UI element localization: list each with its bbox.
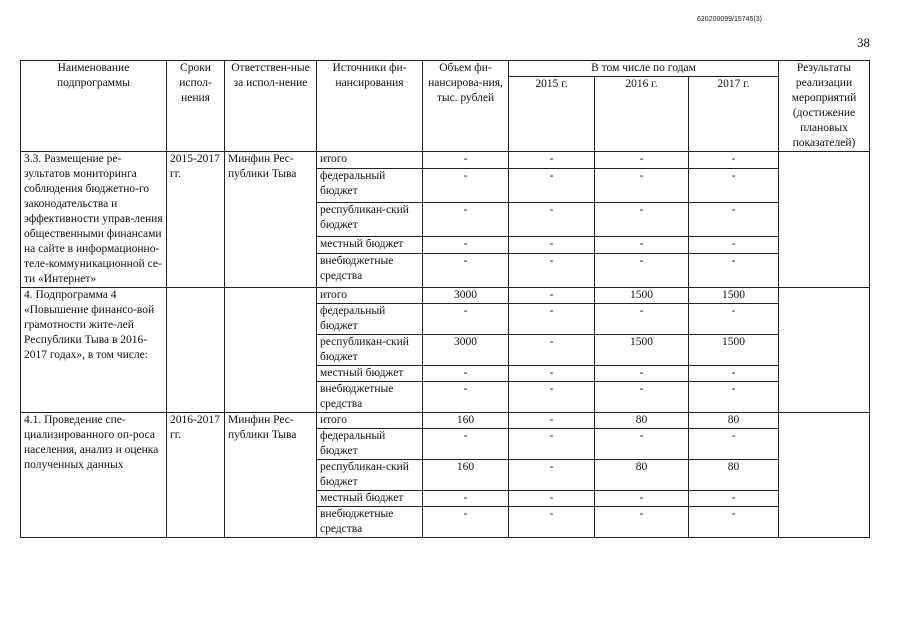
funding-2015: -: [509, 429, 595, 460]
responsible-party: Минфин Рес-публики Тыва: [225, 413, 317, 538]
header-by-year: В том числе по годам: [509, 61, 779, 77]
funding-source: итого: [317, 288, 423, 304]
funding-2015: -: [509, 288, 595, 304]
funding-volume: -: [423, 254, 509, 288]
funding-2016: -: [595, 169, 689, 203]
funding-2015: -: [509, 335, 595, 366]
funding-2015: -: [509, 382, 595, 413]
funding-volume: -: [423, 429, 509, 460]
funding-2017: -: [689, 169, 779, 203]
funding-2015: -: [509, 152, 595, 169]
funding-2017: 80: [689, 413, 779, 429]
funding-source: федеральный бюджет: [317, 169, 423, 203]
results-cell: [779, 413, 870, 538]
responsible-party: [225, 288, 317, 413]
funding-2017: -: [689, 429, 779, 460]
subprogram-name: 4.1. Проведение спе-циализированного оп-роса населения, анализ и оценка полученных данных: [21, 413, 167, 538]
funding-volume: -: [423, 169, 509, 203]
funding-volume: 3000: [423, 288, 509, 304]
funding-2017: -: [689, 254, 779, 288]
funding-source: федеральный бюджет: [317, 429, 423, 460]
funding-volume: 160: [423, 460, 509, 491]
table-row: [21, 288, 870, 304]
funding-2016: 80: [595, 460, 689, 491]
funding-source: местный бюджет: [317, 491, 423, 507]
funding-2016: 80: [595, 413, 689, 429]
funding-2015: -: [509, 366, 595, 382]
funding-2015: -: [509, 304, 595, 335]
funding-2017: -: [689, 366, 779, 382]
funding-2015: -: [509, 254, 595, 288]
header-volume: Объем фи-нансирова-ния, тыс. рублей: [423, 61, 509, 152]
results-cell: [779, 288, 870, 413]
funding-2017: -: [689, 152, 779, 169]
funding-source: итого: [317, 152, 423, 169]
header-year-2015: 2015 г.: [509, 77, 595, 152]
funding-2015: -: [509, 507, 595, 538]
funding-2017: 1500: [689, 335, 779, 366]
header-year-2016: 2016 г.: [595, 77, 689, 152]
funding-source: федеральный бюджет: [317, 304, 423, 335]
funding-volume: -: [423, 203, 509, 237]
funding-2016: 1500: [595, 288, 689, 304]
header-responsible: Ответствен-ные за испол-нение: [225, 61, 317, 152]
funding-volume: -: [423, 152, 509, 169]
results-cell: [779, 152, 870, 288]
funding-2017: 80: [689, 460, 779, 491]
funding-source: республикан-ский бюджет: [317, 335, 423, 366]
funding-source: местный бюджет: [317, 236, 423, 253]
funding-2016: -: [595, 366, 689, 382]
subprogram-name: 3.3. Размещение ре-зультатов мониторинга соблюдения бюджетно-го законодательства и эффективности управ-ления общественными финансами на сайте в информационно-теле-коммуникационной се-ти «Интернет»: [21, 152, 167, 288]
funding-source: республикан-ский бюджет: [317, 203, 423, 237]
funding-volume: -: [423, 382, 509, 413]
funding-2016: -: [595, 491, 689, 507]
funding-2016: -: [595, 429, 689, 460]
header-term: Сроки испол-нения: [167, 61, 225, 152]
funding-source: итого: [317, 413, 423, 429]
responsible-party: Минфин Рес-публики Тыва: [225, 152, 317, 288]
header-year-2017: 2017 г.: [689, 77, 779, 152]
header-results: Результаты реализации мероприятий (достижение плановых показателей): [779, 61, 870, 152]
page-number: 38: [857, 35, 870, 50]
funding-2017: -: [689, 236, 779, 253]
funding-2016: -: [595, 203, 689, 237]
funding-volume: 3000: [423, 335, 509, 366]
header-sources: Источники фи-нансирования: [317, 61, 423, 152]
funding-2015: -: [509, 203, 595, 237]
execution-term: 2015-2017 гг.: [167, 152, 225, 288]
table-row: [21, 152, 870, 169]
table-body: [21, 152, 870, 538]
funding-2015: -: [509, 169, 595, 203]
table-row: [21, 413, 870, 429]
funding-2017: -: [689, 203, 779, 237]
funding-2015: -: [509, 413, 595, 429]
funding-2017: 1500: [689, 288, 779, 304]
table-header: [21, 61, 870, 152]
funding-2016: 1500: [595, 335, 689, 366]
funding-volume: -: [423, 507, 509, 538]
funding-2016: -: [595, 382, 689, 413]
program-table: [20, 60, 870, 538]
funding-2016: -: [595, 152, 689, 169]
funding-volume: 160: [423, 413, 509, 429]
funding-2017: -: [689, 304, 779, 335]
funding-2015: -: [509, 460, 595, 491]
funding-volume: -: [423, 304, 509, 335]
funding-2016: -: [595, 254, 689, 288]
funding-source: республикан-ский бюджет: [317, 460, 423, 491]
funding-volume: -: [423, 236, 509, 253]
funding-2017: -: [689, 491, 779, 507]
funding-source: внебюджетные средства: [317, 507, 423, 538]
funding-2016: -: [595, 304, 689, 335]
funding-source: внебюджетные средства: [317, 382, 423, 413]
execution-term: 2016-2017 гг.: [167, 413, 225, 538]
execution-term: [167, 288, 225, 413]
funding-2015: -: [509, 491, 595, 507]
funding-volume: -: [423, 491, 509, 507]
header-name: Наименование подпрограммы: [21, 61, 167, 152]
funding-2017: -: [689, 382, 779, 413]
funding-2017: -: [689, 507, 779, 538]
funding-2016: -: [595, 236, 689, 253]
funding-source: местный бюджет: [317, 366, 423, 382]
funding-source: внебюджетные средства: [317, 254, 423, 288]
subprogram-name: 4. Подпрограмма 4 «Повышение финансо-вой грамотности жите-лей Республики Тыва в 2016-2017 годах», в том числе:: [21, 288, 167, 413]
funding-volume: -: [423, 366, 509, 382]
funding-2016: -: [595, 507, 689, 538]
funding-2015: -: [509, 236, 595, 253]
document-id: 620200099/15745(3): [697, 16, 763, 23]
